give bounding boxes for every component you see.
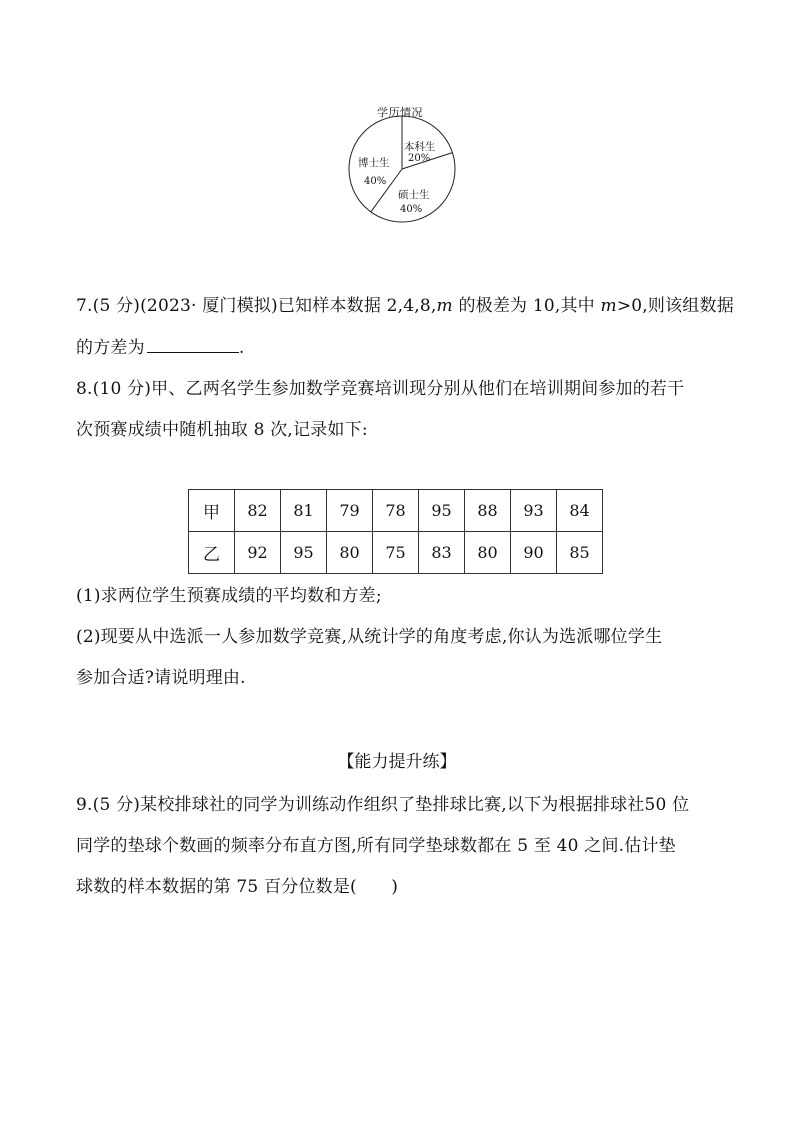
table-cell: 80 xyxy=(327,532,373,574)
q8-part-2-line-2: 参加合适?请说明理由. xyxy=(76,668,246,688)
pie-label-doctor: 博士生 xyxy=(358,157,390,169)
row-label-yi: 乙 xyxy=(189,532,235,574)
table-cell: 93 xyxy=(511,490,557,532)
q7-text-b: 的极差为 10,其中 xyxy=(452,296,601,316)
pie-label-undergrad: 本科生 xyxy=(404,141,436,153)
table-cell: 88 xyxy=(465,490,511,532)
table-cell: 83 xyxy=(419,532,465,574)
q7-line-2 xyxy=(76,335,244,359)
score-table xyxy=(188,489,603,574)
q8-line-2: 次预赛成绩中随机抽取 8 次,记录如下: xyxy=(76,420,368,440)
q9-line-1: 9.(5 分)某校排球社的同学为训练动作组织了垫排球比赛,以下为根据排球社50 位 xyxy=(76,795,690,815)
q9-line-2: 同学的垫球个数画的频率分布直方图,所有同学垫球数都在 5 至 40 之间.估计垫 xyxy=(76,836,676,856)
table-cell: 84 xyxy=(557,490,603,532)
pie-pct-undergrad: 20% xyxy=(408,153,431,164)
table-cell: 90 xyxy=(511,532,557,574)
q7-text-c: >0,则该组数据 xyxy=(616,296,734,316)
q7-text-a: 7.(5 分)(2023· 厦门模拟)已知样本数据 2,4,8, xyxy=(76,296,437,316)
pie-title: 学历情况 xyxy=(377,106,423,119)
table-cell: 95 xyxy=(281,532,327,574)
table-row-jia xyxy=(189,490,603,532)
table-cell: 75 xyxy=(373,532,419,574)
q8-line-1: 8.(10 分)甲、乙两名学生参加数学竞赛培训现分别从他们在培训期间参加的若干 xyxy=(76,379,685,399)
table-cell: 92 xyxy=(235,532,281,574)
pie-pct-master: 40% xyxy=(400,204,423,215)
education-pie-figure xyxy=(340,100,470,235)
q7-answer-blank[interactable] xyxy=(147,335,239,353)
table-cell: 78 xyxy=(373,490,419,532)
table-cell: 80 xyxy=(465,532,511,574)
q7-var-m-2: m xyxy=(600,296,617,316)
table-cell: 95 xyxy=(419,490,465,532)
table-cell: 85 xyxy=(557,532,603,574)
q8-part-2-line-1: (2)现要从中选派一人参加数学竞赛,从统计学的角度考虑,你认为选派哪位学生 xyxy=(76,627,663,647)
q7-line-1 xyxy=(76,295,734,317)
row-label-jia: 甲 xyxy=(189,490,235,532)
q8-part-1: (1)求两位学生预赛成绩的平均数和方差; xyxy=(76,586,382,606)
table-cell: 81 xyxy=(281,490,327,532)
q7-text-e: . xyxy=(238,338,245,358)
table-cell: 82 xyxy=(235,490,281,532)
pie-pct-doctor: 40% xyxy=(364,176,387,187)
q9-line-3: 球数的样本数据的第 75 百分位数是( ) xyxy=(76,877,399,897)
q7-text-d: 的方差为 xyxy=(76,338,145,358)
pie-label-master: 硕士生 xyxy=(398,189,430,201)
table-cell: 79 xyxy=(327,490,373,532)
q7-var-m: m xyxy=(436,296,453,316)
section-heading: 【能力提升练】 xyxy=(337,752,457,772)
table-row-yi xyxy=(189,532,603,574)
